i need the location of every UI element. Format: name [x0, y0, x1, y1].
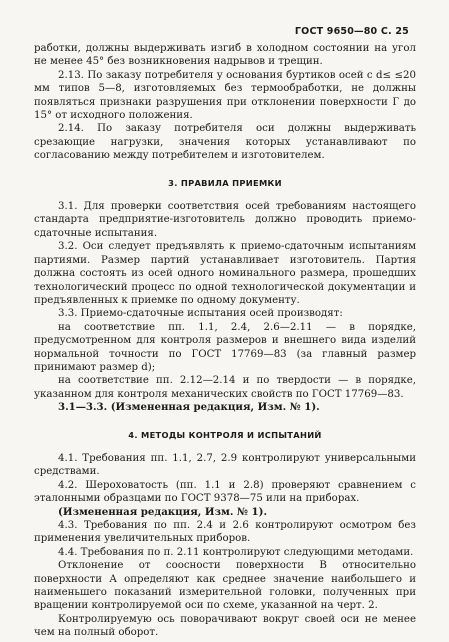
paragraph-4-4: 4.4. Требования по п. 2.11 контролируют следующими методами. — [58, 546, 414, 558]
paragraph-4-1: 4.1. Требования пп. 1.1, 2.7, 2.9 контролируют универсальными средствами. — [34, 452, 416, 478]
paragraph-3-3-item-2: на соответствие пп. 2.12—2.14 и по твердости — в порядке, указанном для контроля механических свойств по ГОСТ 17769—83. — [34, 375, 416, 400]
paragraph-3-2: 3.2. Оси следует предъявлять к приемо-сдаточным испытаниям партиями. Размер партий устанавливает изготовитель. Партия должна состоять из осей одного номинального размера, прошедших технологический процесс по одной технологической документации и предъявленных к приемке по одному документу. — [34, 241, 416, 306]
paragraph-2-14: 2.14. По заказу потребителя оси должны выдерживать срезающие нагрузки, значения которых устанавливают по согласованию между потребителем и изготовителем. — [34, 123, 416, 162]
paragraph: Контролируемую ось поворачивают вокруг своей оси не менее чем на полный оборот. — [34, 613, 416, 639]
paragraph: работки, должны выдерживать изгиб в холодном состоянии на угол не менее 45° без возникновения надрывов и трещин. — [34, 43, 416, 68]
document-body — [34, 42, 416, 640]
page-header: ГОСТ 9650—80 С. 25 — [294, 26, 409, 37]
paragraph-2-13: 2.13. По заказу потребителя у основания буртиков осей с d≤ ≤20 мм типов 5—8, изготовляемых без термообработки, не должны появляться признаки разрушения при отклонении поверхности Г до 15° от исходного положения. — [34, 69, 416, 122]
amendment-note: 3.1—3.3. (Измененная редакция, Изм. № 1). — [58, 401, 320, 414]
amendment-note: (Измененная редакция, Изм. № 1). — [58, 505, 268, 518]
section-4-title: 4. МЕТОДЫ КОНТРОЛЯ И ИСПЫТАНИЙ — [128, 429, 322, 440]
section-3-title: 3. ПРАВИЛА ПРИЕМКИ — [168, 177, 282, 188]
paragraph-3-3-item-1: на соответствие пп. 1.1, 2.4, 2.6—2.11 — в порядке, предусмотренном для контроля размеров и внешнего вида изделий нормальной точности по ГОСТ 17769—83 (за главный размер принимают размер d); — [34, 321, 416, 373]
paragraph-4-2: 4.2. Шероховатость (пп. 1.1 и 2.8) проверяют сравнением с эталонными образцами по ГОСТ 9378—75 или на приборах. — [34, 479, 416, 505]
paragraph-3-1: 3.1. Для проверки соответствия осей требованиям настоящего стандарта предприятие-изготовитель должно проводить приемо-сдаточные испытания. — [34, 201, 416, 239]
paragraph: Отклонение от соосности поверхности В относительно поверхности А определяют как среднее значение наибольшего и наименьшего показаний измерительной головки, полученных при вращении контролируемой оси по схеме, указанной на черт. 2. — [34, 560, 416, 612]
paragraph-3-3: 3.3. Приемо-сдаточные испытания осей производят: — [58, 308, 343, 320]
paragraph-4-3: 4.3. Требования по пп. 2.4 и 2.6 контролируют осмотром без применения увеличительных приборов. — [34, 520, 416, 545]
